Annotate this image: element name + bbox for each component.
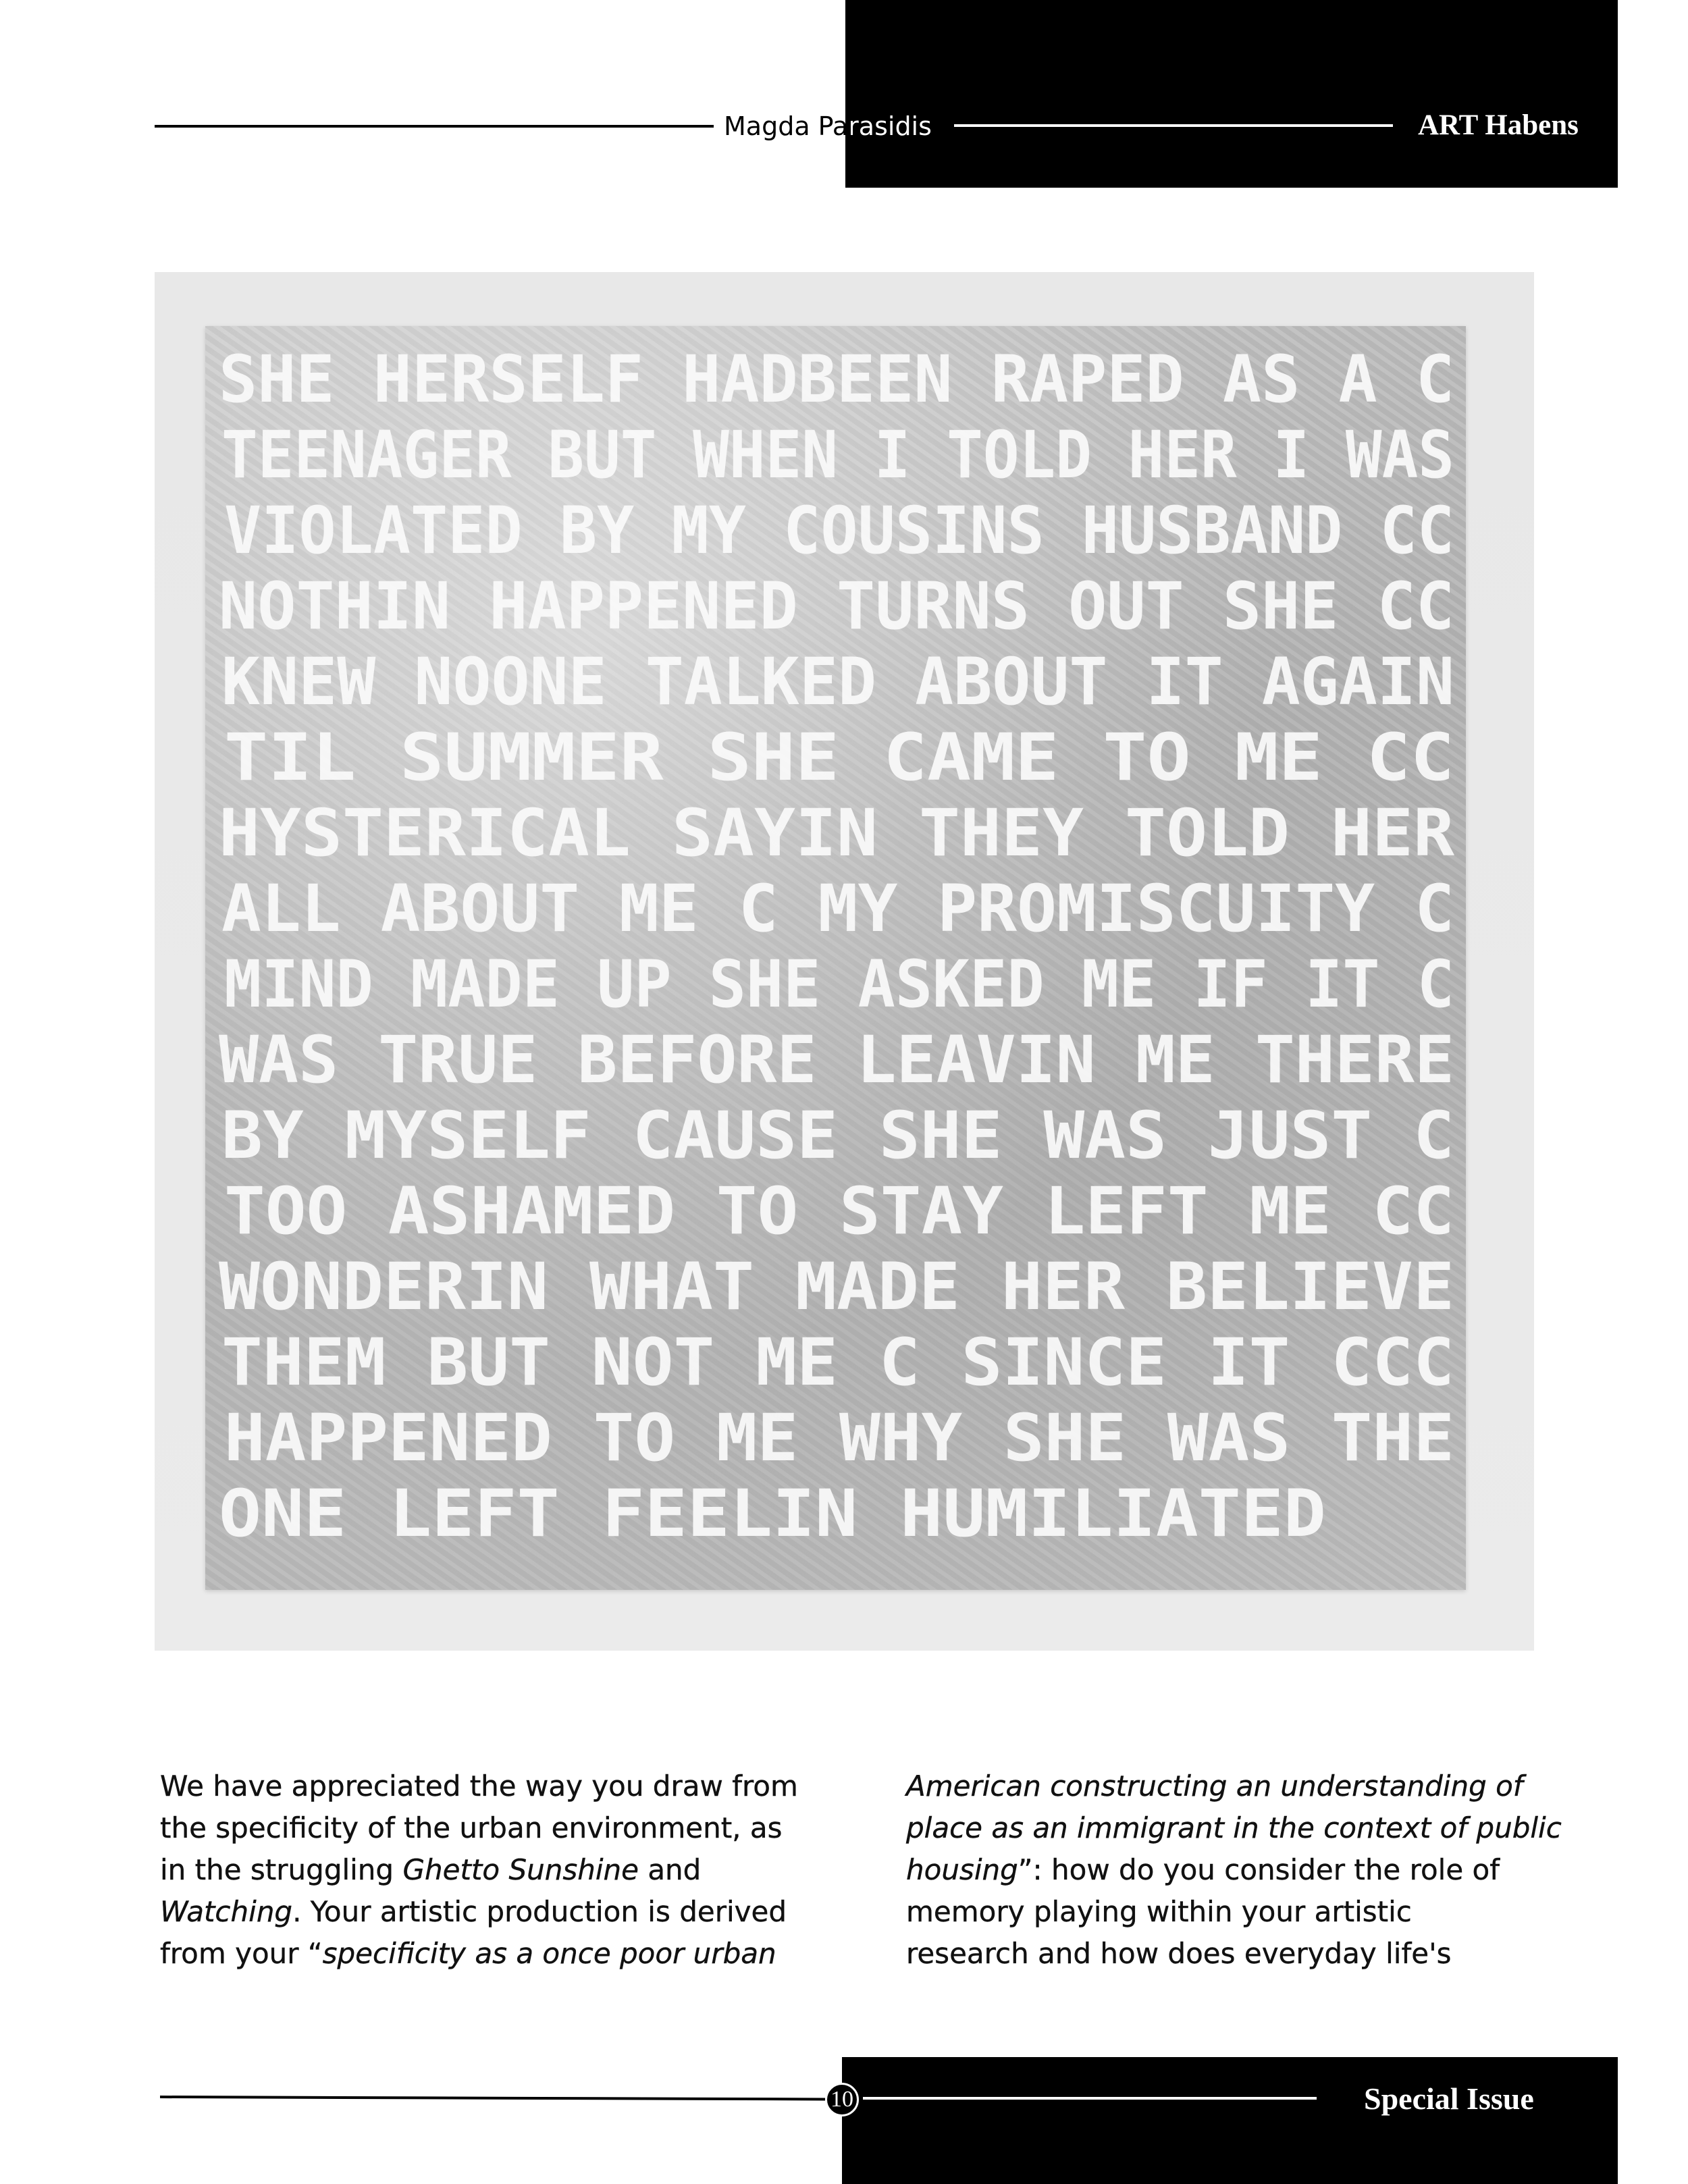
quote-text: American constructing an understanding of	[906, 1769, 1523, 1803]
footer-rule-left	[160, 2096, 825, 2100]
artwork-text-line: TIL SUMMER SHE CAME TO ME CC	[224, 720, 1454, 795]
body-text: memory playing within your artistic	[906, 1895, 1412, 1928]
body-text: We have appreciated the way you draw from	[160, 1769, 798, 1803]
artwork-text-line: NOTHIN HAPPENED TURNS OUT SHE CC	[219, 568, 1454, 644]
issue-label: Special Issue	[1364, 2081, 1534, 2116]
quote-text: specificity as a once poor urban	[322, 1937, 776, 1970]
author-name: Magda Parasidis	[724, 109, 932, 143]
artwork-title-ghetto-sunshine: Ghetto Sunshine	[402, 1853, 639, 1886]
header-black-block	[845, 0, 1618, 188]
body-column-right	[906, 1765, 1568, 1975]
header-rule-left	[155, 125, 714, 128]
artwork-text-line: KNEW NOONE TALKED ABOUT IT AGAIN	[221, 644, 1454, 720]
artwork-stenciled-text	[205, 326, 1466, 1590]
artwork-text-line: VIOLATED BY MY COUSINS HUSBAND CC	[224, 493, 1454, 568]
body-text: ”: how do you consider the role of	[1018, 1853, 1500, 1886]
body-text: . Your artistic production is derived	[292, 1895, 787, 1928]
footer-black-block	[842, 2057, 1618, 2184]
footer-rule-right	[863, 2097, 1317, 2100]
artwork-text-line: BY MYSELF CAUSE SHE WAS JUST C	[221, 1098, 1454, 1173]
journal-title: ART Habens	[1418, 109, 1579, 141]
artwork-photo	[155, 272, 1534, 1651]
quote-text: housing	[906, 1853, 1018, 1886]
body-text: research and how does everyday life's	[906, 1937, 1452, 1970]
artwork-text-line: HYSTERICAL SAYIN THEY TOLD HER	[219, 795, 1455, 871]
body-text: and	[638, 1853, 702, 1886]
artwork-canvas	[205, 326, 1466, 1590]
artwork-text-line: THEM BUT NOT ME C SINCE IT CCC	[221, 1325, 1454, 1400]
artwork-text-line: WAS TRUE BEFORE LEAVIN ME THERE	[219, 1022, 1454, 1098]
body-text: in the struggling	[160, 1853, 403, 1886]
page-number: 10	[825, 2083, 859, 2116]
header-rule-right	[954, 124, 1393, 127]
artwork-text-line: TOO ASHAMED TO STAY LEFT ME CC	[224, 1173, 1454, 1249]
artwork-title-watching: Watching	[160, 1895, 293, 1928]
artwork-text-line: HAPPENED TO ME WHY SHE WAS THE	[224, 1400, 1454, 1476]
body-column-left	[160, 1765, 822, 1975]
body-text: the specificity of the urban environment, as	[160, 1811, 783, 1844]
artwork-text-line: ALL ABOUT ME C MY PROMISCUITY C	[221, 871, 1454, 947]
artwork-text-line: ONE LEFT FEELIN HUMILIATED	[219, 1476, 1326, 1551]
artwork-text-line: TEENAGER BUT WHEN I TOLD HER I WAS	[221, 417, 1454, 493]
artwork-text-line: SHE HERSELF HADBEEN RAPED AS A C	[219, 342, 1454, 417]
artwork-text-line: MIND MADE UP SHE ASKED ME IF IT C	[224, 947, 1454, 1022]
quote-text: place as an immigrant in the context of public	[906, 1811, 1562, 1844]
body-text: from your “	[160, 1937, 323, 1970]
artwork-text-line: WONDERIN WHAT MADE HER BELIEVE	[219, 1249, 1454, 1325]
